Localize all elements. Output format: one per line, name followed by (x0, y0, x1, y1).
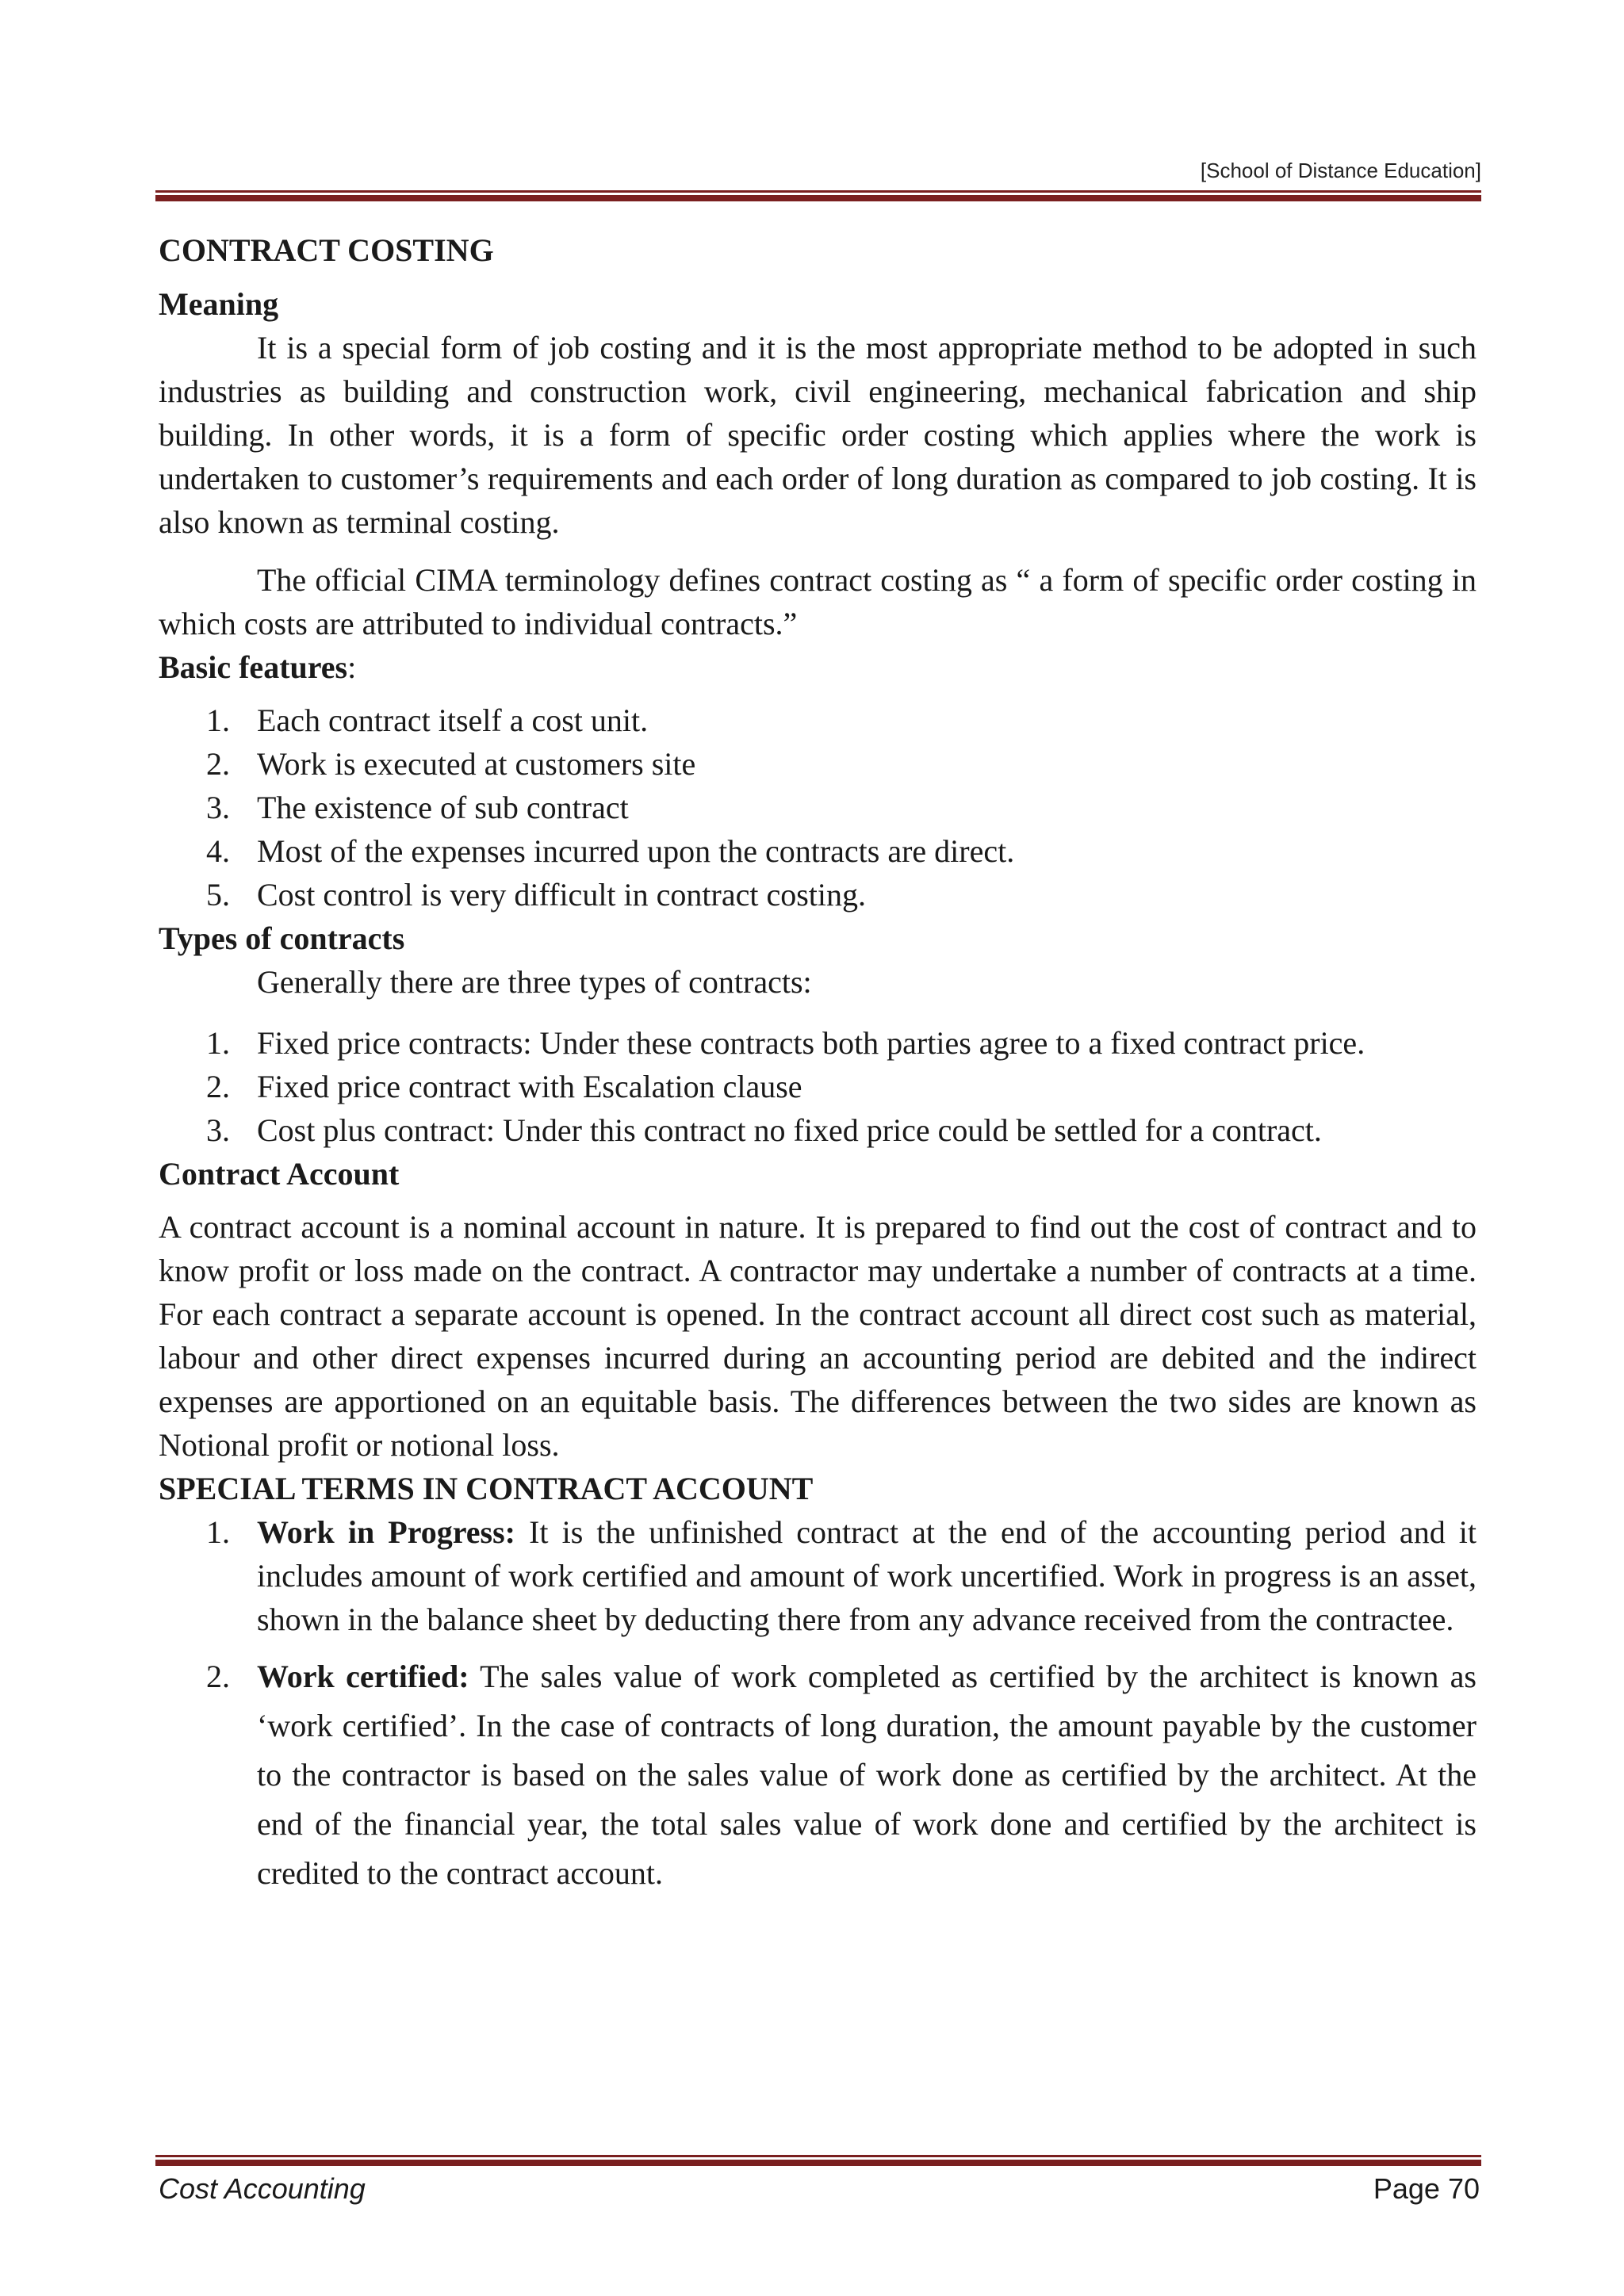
page-title: CONTRACT COSTING (159, 232, 494, 268)
list-item (159, 786, 1477, 829)
term-text: The sales value of work completed as certified by the architect is known as ‘work certified’. In the case of contracts of long duration, the amount payable by the customer to the contractor is based on the sales value of work done as certified by the architect. At the end of the financial year, the total sales value of work done and certified by the architect is credited to the contract account. (257, 1659, 1477, 1891)
list-item (159, 698, 1477, 742)
types-intro: Generally there are three types of contracts: (257, 964, 812, 1000)
list-item (159, 1108, 1477, 1152)
list-item (159, 1065, 1477, 1108)
types-heading: Types of contracts (159, 920, 405, 956)
list-item (159, 1652, 1477, 1898)
contract-account-paragraph: A contract account is a nominal account in nature. It is prepared to find out the cost of contract and to know profit or loss made on the contract. A contractor may undertake a number of contracts at a time. For each contract a separate account is opened. In the contract account all direct cost such as material, labour and other direct expenses incurred during an accounting period are debited and the indirect expenses are apportioned on an equitable basis. The differences between the two sides are known as Notional profit or notional loss. (159, 1209, 1477, 1463)
list-text: Most of the expenses incurred upon the contracts are direct. (257, 833, 1015, 869)
list-text: Fixed price contracts: Under these contracts both parties agree to a fixed contract price. (257, 1025, 1365, 1061)
list-item (159, 1021, 1477, 1065)
list-number: 4. (206, 833, 230, 869)
list-item (159, 1510, 1477, 1641)
header-institution: [School of Distance Education] (1200, 159, 1481, 182)
list-item (159, 829, 1477, 873)
footer-subject: Cost Accounting (159, 2172, 366, 2205)
list-number: 2. (206, 1069, 230, 1104)
header-rule (155, 190, 1481, 201)
list-number: 1. (206, 1514, 230, 1550)
special-terms-list (159, 1510, 1477, 1898)
list-number: 3. (206, 790, 230, 825)
list-text: The existence of sub contract (257, 790, 629, 825)
page-number: Page 70 (1373, 2172, 1480, 2205)
footer-rule (155, 2155, 1481, 2166)
list-text: Work is executed at customers site (257, 746, 696, 782)
basic-features-heading (159, 645, 1477, 689)
list-number: 1. (206, 1025, 230, 1061)
basic-features-heading-text: Basic features (159, 649, 348, 685)
list-number: 3. (206, 1112, 230, 1148)
list-number: 1. (206, 702, 230, 738)
list-text: Fixed price contract with Escalation clause (257, 1069, 802, 1104)
term-label: Work in Progress: (257, 1514, 515, 1550)
list-text: Each contract itself a cost unit. (257, 702, 649, 738)
list-item (159, 742, 1477, 786)
basic-features-list (159, 698, 1477, 916)
list-text: Cost plus contract: Under this contract no fixed price could be settled for a contract. (257, 1112, 1322, 1148)
list-number: 5. (206, 877, 230, 913)
term-text: It is the unfinished contract at the end of the accounting period and it includes amount of work certified and amount of work uncertified. Work in progress is an asset, shown in the balance sheet by deducting there from any advance received from the contractee. (257, 1514, 1477, 1637)
special-terms-heading: SPECIAL TERMS IN CONTRACT ACCOUNT (159, 1471, 814, 1506)
list-item (159, 873, 1477, 916)
types-list (159, 1021, 1477, 1152)
page-content (159, 227, 1477, 1909)
basic-features-colon: : (347, 649, 357, 685)
list-number: 2. (206, 1659, 230, 1694)
meaning-heading: Meaning (159, 286, 279, 322)
meaning-paragraph-2: The official CIMA terminology defines contract costing as “ a form of specific order costing in which costs are attributed to individual contracts.” (159, 562, 1477, 641)
contract-account-heading: Contract Account (159, 1156, 400, 1192)
list-text: Cost control is very difficult in contract costing. (257, 877, 867, 913)
list-number: 2. (206, 746, 230, 782)
term-label: Work certified: (257, 1659, 469, 1694)
meaning-paragraph-1: It is a special form of job costing and it is the most appropriate method to be adopted in such industries as building and construction work, civil engineering, mechanical fabrication and ship building. In other words, it is a form of specific order costing which applies where the work is undertaken to customer’s requirements and each order of long duration as compared to job costing. It is also known as terminal costing. (159, 330, 1477, 540)
